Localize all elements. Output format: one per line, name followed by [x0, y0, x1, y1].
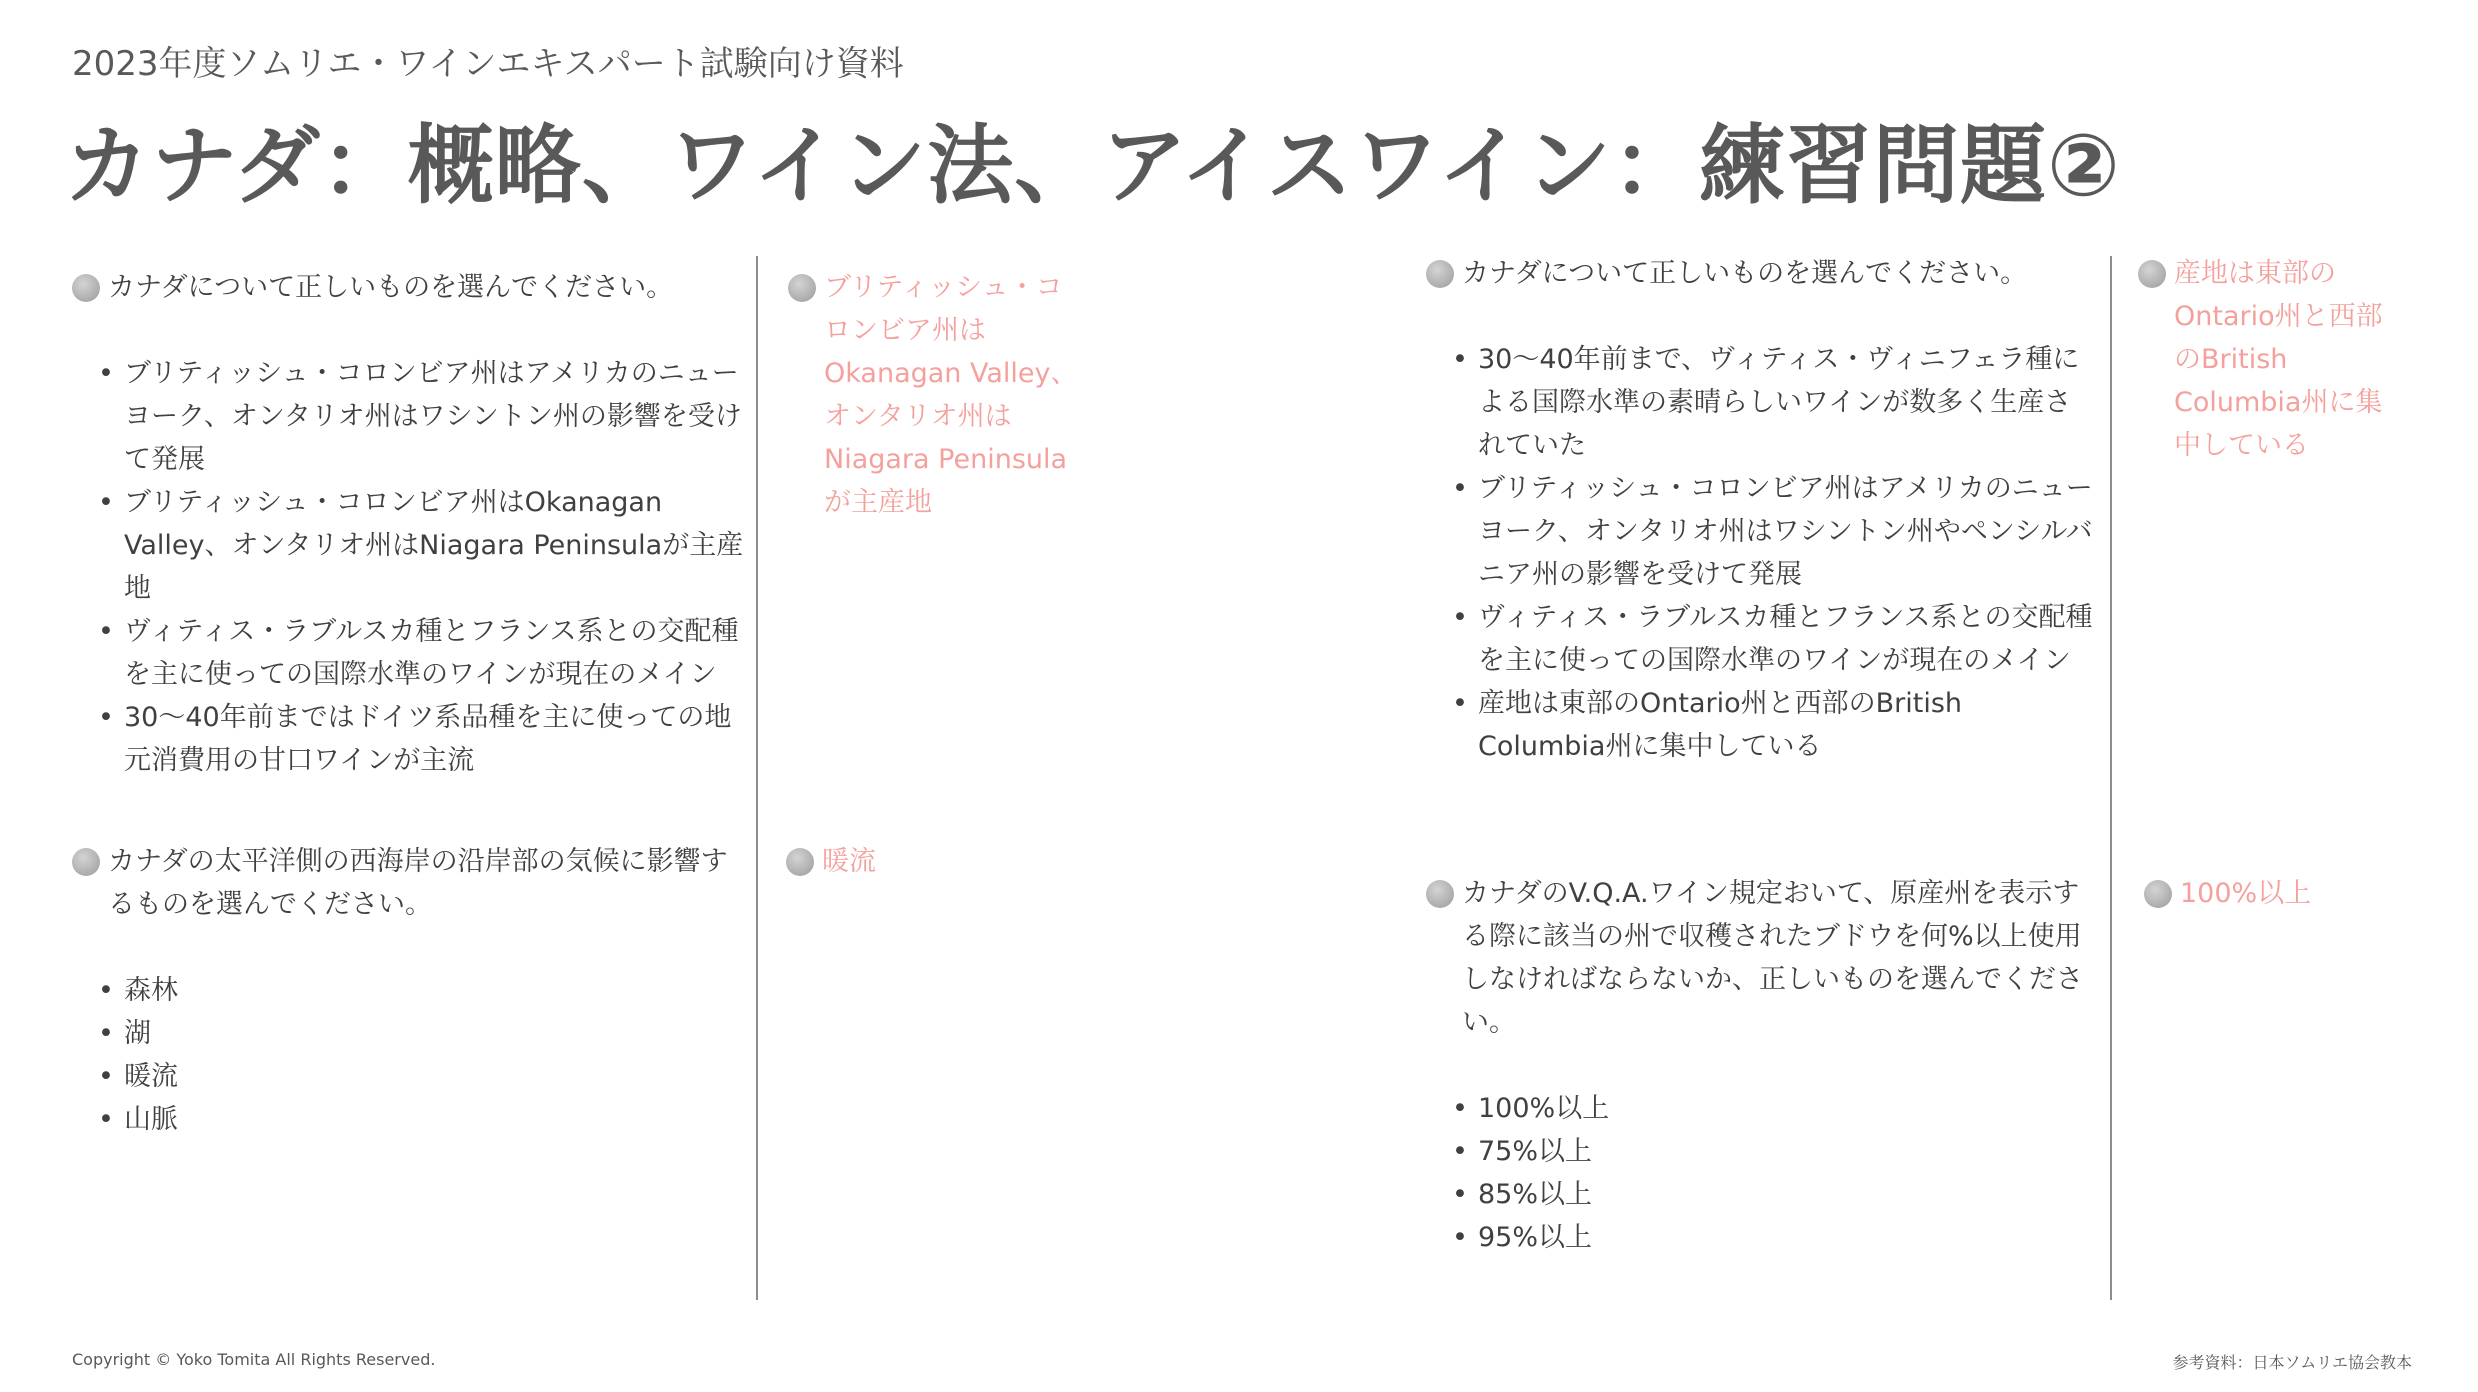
- bullet-circle-icon: [2138, 260, 2166, 288]
- question-1: [72, 266, 744, 309]
- option-item: • 湖: [72, 1012, 744, 1055]
- question-block-3: [1426, 252, 2098, 768]
- answer-block-2: [786, 840, 1086, 883]
- option-item: • 85%以上: [1426, 1173, 2098, 1216]
- question-text: カナダのV.Q.A.ワイン規定おいて、原産州を表示する際に該当の州で収穫されたブドウを何%以上使用しなければならないか、正しいものを選んでください。: [1462, 878, 2083, 1038]
- answer-block-1: [788, 266, 1088, 524]
- option-item: • 100%以上: [1426, 1087, 2098, 1130]
- question-4: [1426, 872, 2098, 1044]
- option-list: [1426, 1087, 2098, 1259]
- question-block-2: [72, 840, 744, 1141]
- answer-block-3: [2138, 252, 2408, 467]
- answer-3: [2138, 252, 2408, 467]
- option-item: • ブリティッシュ・コロンビア州はアメリカのニューヨーク、オンタリオ州はワシントン州やペンシルバニア州の影響を受けて発展: [1426, 467, 2098, 596]
- bullet-circle-icon: [72, 848, 100, 876]
- answer-text: 産地は東部のOntario州と西部のBritish Columbia州に集中している: [2174, 258, 2383, 461]
- option-item: • 75%以上: [1426, 1130, 2098, 1173]
- bullet-circle-icon: [72, 274, 100, 302]
- answer-text: ブリティッシュ・コロンビア州はOkanagan Valley、オンタリオ州はNiagara Peninsulaが主産地: [824, 272, 1078, 518]
- bullet-circle-icon: [786, 848, 814, 876]
- question-text: カナダについて正しいものを選んでください。: [108, 272, 674, 303]
- bullet-circle-icon: [1426, 880, 1454, 908]
- deck-subtitle: 2023年度ソムリエ・ワインエキスパート試験向け資料: [72, 44, 904, 84]
- column-divider-right: [2110, 256, 2112, 1300]
- question-block-1: [72, 266, 744, 782]
- answer-text: 暖流: [822, 846, 876, 877]
- option-item: • ヴィティス・ラブルスカ種とフランス系との交配種を主に使っての国際水準のワインが現在のメイン: [1426, 596, 2098, 682]
- option-item: • 産地は東部のOntario州と西部のBritish Columbia州に集中している: [1426, 682, 2098, 768]
- question-text: カナダについて正しいものを選んでください。: [1462, 258, 2028, 289]
- option-list: [72, 352, 744, 782]
- page-title: カナダ：概略、ワイン法、アイスワイン：練習問題②: [64, 116, 2121, 216]
- option-item: • ブリティッシュ・コロンビア州はアメリカのニューヨーク、オンタリオ州はワシントン州の影響を受けて発展: [72, 352, 744, 481]
- option-item: • ブリティッシュ・コロンビア州はOkanagan Valley、オンタリオ州はNiagara Peninsulaが主産地: [72, 481, 744, 610]
- bullet-circle-icon: [788, 274, 816, 302]
- bullet-circle-icon: [2144, 880, 2172, 908]
- question-2: [72, 840, 744, 926]
- answer-text: 100%以上: [2180, 878, 2312, 909]
- answer-1: [788, 266, 1088, 524]
- option-list: [72, 969, 744, 1141]
- question-block-4: [1426, 872, 2098, 1259]
- option-item: • ヴィティス・ラブルスカ種とフランス系との交配種を主に使っての国際水準のワインが現在のメイン: [72, 610, 744, 696]
- answer-4: [2144, 872, 2414, 915]
- question-3: [1426, 252, 2098, 295]
- option-item: • 95%以上: [1426, 1216, 2098, 1259]
- reference-note: 参考資料：日本ソムリエ協会教本: [2172, 1353, 2412, 1372]
- option-item: • 30〜40年前まではドイツ系品種を主に使っての地元消費用の甘口ワインが主流: [72, 696, 744, 782]
- option-item: • 山脈: [72, 1098, 744, 1141]
- option-item: • 森林: [72, 969, 744, 1012]
- question-text: カナダの太平洋側の西海岸の沿岸部の気候に影響するものを選んでください。: [108, 846, 728, 920]
- answer-2: [786, 840, 1086, 883]
- copyright-notice: Copyright © Yoko Tomita All Rights Reserved.: [72, 1350, 436, 1369]
- column-divider-left: [756, 256, 758, 1300]
- answer-block-4: [2144, 872, 2414, 915]
- option-list: [1426, 338, 2098, 768]
- option-item: • 30〜40年前まで、ヴィティス・ヴィニフェラ種による国際水準の素晴らしいワインが数多く生産されていた: [1426, 338, 2098, 467]
- option-item: • 暖流: [72, 1055, 744, 1098]
- bullet-circle-icon: [1426, 260, 1454, 288]
